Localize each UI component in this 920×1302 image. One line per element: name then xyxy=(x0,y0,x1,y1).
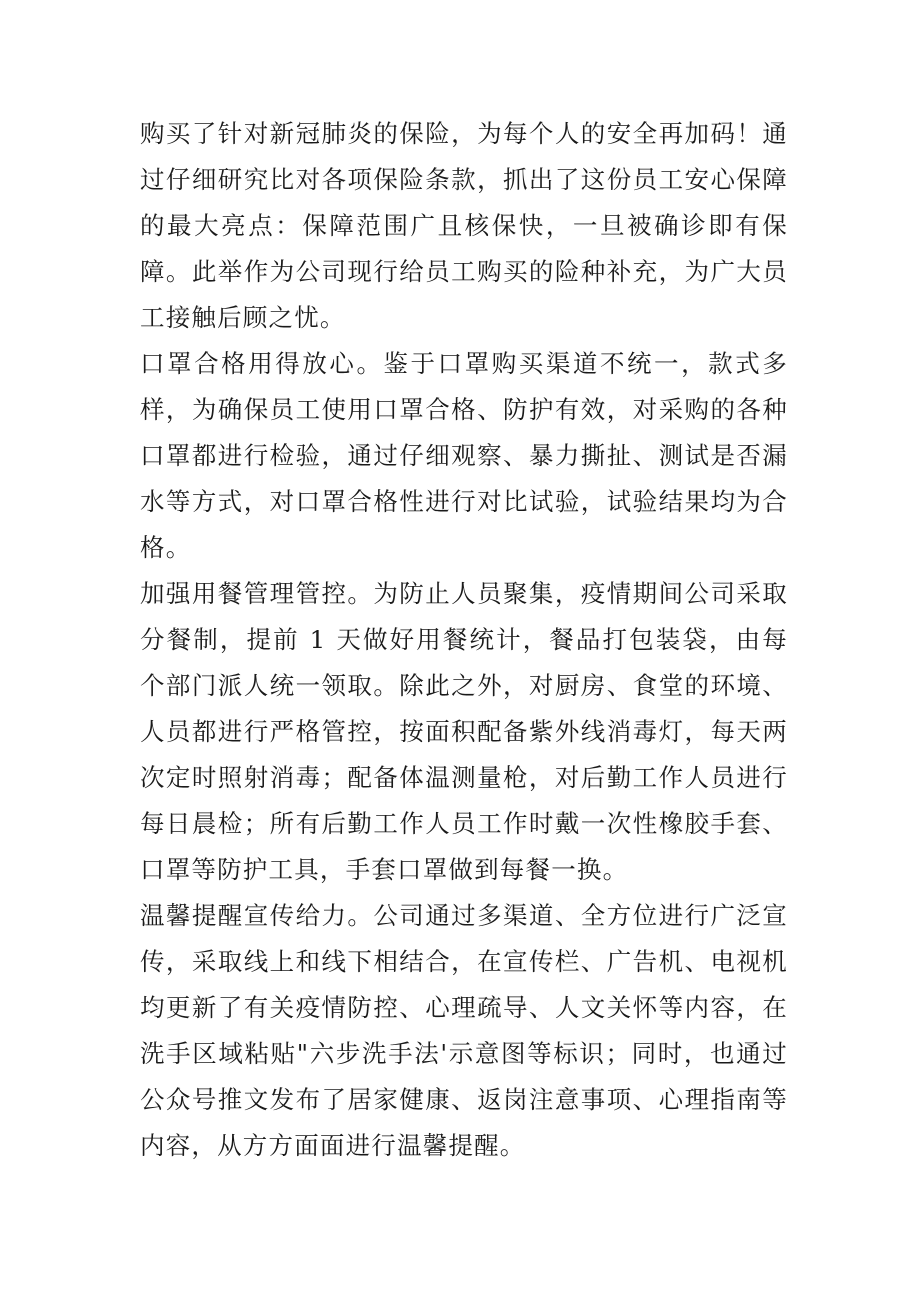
paragraph-publicity: 温馨提醒宣传给力。公司通过多渠道、全方位进行广泛宣传，采取线上和线下相结合，在宣传栏、广告机、电视机均更新了有关疫情防控、心理疏导、人文关怀等内容，在洗手区域粘贴"六步洗手法'示意图等标识；同时，也通过公众号推文发布了居家健康、返岗注意事项、心理指南等内容，从方方面面进行温馨提醒。 xyxy=(140,901,788,1160)
paragraph-dining: 加强用餐管理管控。为防止人员聚集，疫情期间公司采取分餐制，提前 1 天做好用餐统计，餐品打包装袋，由每个部门派人统一领取。除此之外，对厨房、食堂的环境、人员都进行严格管控，按面积配备紫外线消毒灯，每天两次定时照射消毒；配备体温测量枪，对后勤工作人员进行每日晨检；所有后勤工作人员工作时戴一次性橡胶手套、口罩等防护工具，手套口罩做到每餐一换。 xyxy=(140,579,788,884)
paragraph-insurance: 购买了针对新冠肺炎的保险，为每个人的安全再加码！通过仔细研究比对各项保险条款，抓出了这份员工安心保障的最大亮点：保障范围广且核保快，一旦被确诊即有保障。此举作为公司现行给员工购买的险种补充，为广大员工接触后顾之忧。 xyxy=(140,119,788,332)
paragraph-masks: 口罩合格用得放心。鉴于口罩购买渠道不统一，款式多样，为确保员工使用口罩合格、防护有效，对采购的各种口罩都进行检验，通过仔细观察、暴力撕扯、测试是否漏水等方式，对口罩合格性进行对比试验，试验结果均为合格。 xyxy=(140,349,788,562)
document-body xyxy=(140,111,788,1169)
